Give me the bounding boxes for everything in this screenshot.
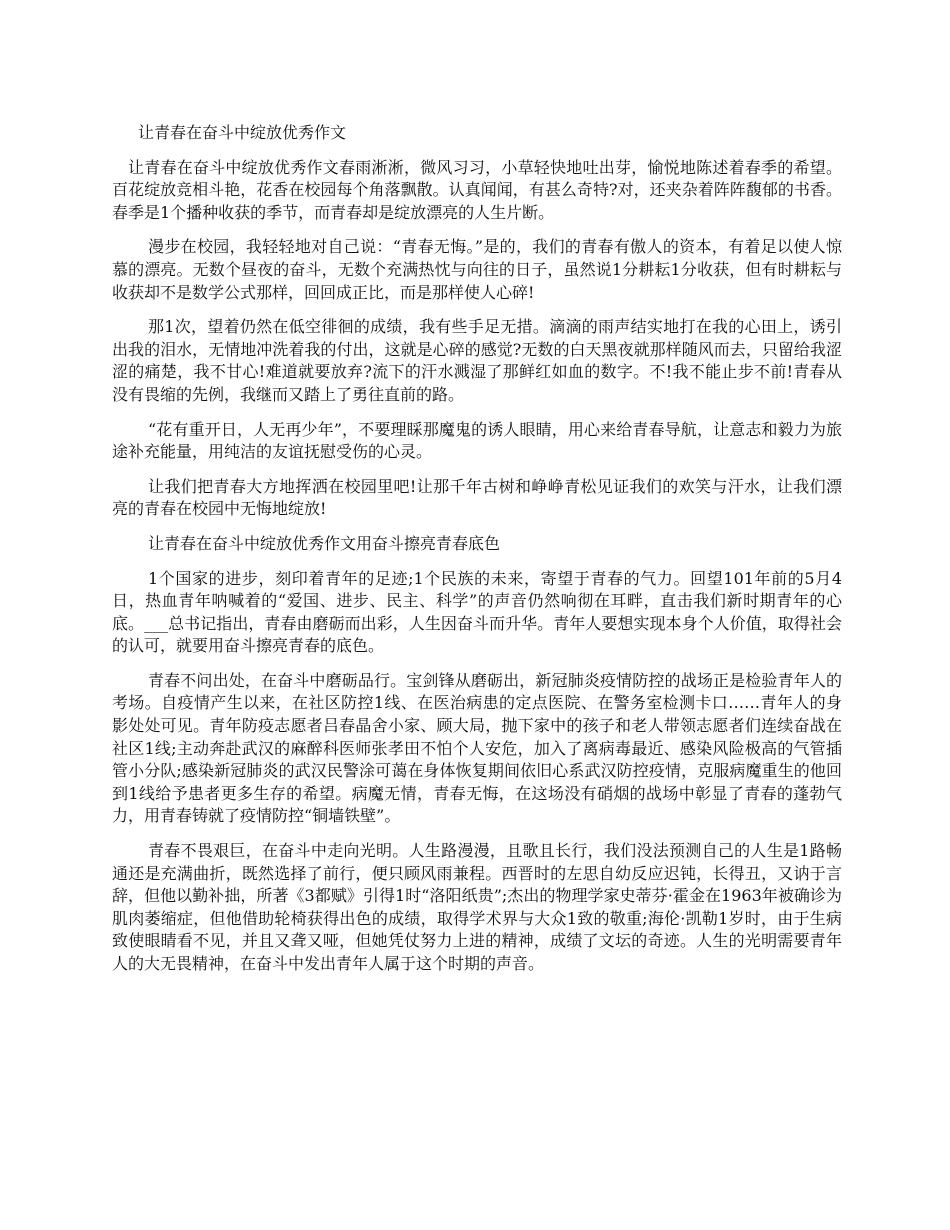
paragraph: 那1次，望着仍然在低空徘徊的成绩，我有些手足无措。滴滴的雨声结实地打在我的心田上，诱引出我的泪水，无情地冲洗着我的付出，这就是心碎的感觉?无数的白天黑夜就那样随风而去，只留给我涩涩的痛楚，我不甘心!难道就要放弃?流下的汗水溅湿了那鲜红如血的数字。不!我不能止步不前!青春从没有畏缩的先例，我继而又踏上了勇往直前的路。 — [112, 317, 842, 404]
paragraph: 1个国家的进步，刻印着青年的足迹;1个民族的未来，寄望于青春的气力。回望101年前的5月4日，热血青年呐喊着的“爱国、进步、民主、科学”的声音仍然响彻在耳畔，直击我们新时期青年的心底。___总书记指出，青春由磨砺而出彩，人生因奋斗而升华。青年人要想实现本身个人价值，取得社会的认可，就要用奋斗擦亮青春的底色。 — [112, 568, 842, 656]
paragraph: 青春不问出处，在奋斗中磨砺品行。宝剑锋从磨砺出，新冠肺炎疫情防控的战场正是检验青年人的考场。自疫情产生以来，在社区防控1线、在医治病患的定点医院、在警务室检测卡口……青年人的身影处处可见。青年防疫志愿者吕春晶舍小家、顾大局，抛下家中的孩子和老人带领志愿者们连续奋战在社区1线;主动奔赴武汉的麻醉科医师张孝田不怕个人安危，加入了离病毒最近、感染风险极高的气管插管小分队;感染新冠肺炎的武汉民警涂可蔼在身体恢复期间依旧心系武汉防控疫情，克服病魔重生的他回到1线给予患者更多生存的希望。病魔无情，青春无悔，在这场没有硝烟的战场中彰显了青春的蓬勃气力，用青春铸就了疫情防控“铜墙铁壁”。 — [112, 670, 842, 826]
paragraph: 让我们把青春大方地挥洒在校园里吧!让那千年古树和峥峥青松见证我们的欢笑与汗水，让我们漂亮的青春在校园中无悔地绽放! — [112, 476, 842, 519]
paragraph: 漫步在校园，我轻轻地对自己说：“青春无悔。”是的，我们的青春有傲人的资本，有着足以使人惊慕的漂亮。无数个昼夜的奋斗，无数个充满热忱与向往的日子，虽然说1分耕耘1分收获，但有时耕耘与收获却不是数学公式那样，回回成正比，而是那样使人心碎! — [112, 237, 842, 302]
paragraph: 青春不畏艰巨，在奋斗中走向光明。人生路漫漫，且歌且长行，我们没法预测自己的人生是1路畅通还是充满曲折，既然选择了前行，便只顾风雨兼程。西晋时的左思自幼反应迟钝，长得丑，又讷于言辞，但他以勤补拙，所著《3都赋》引得1时“洛阳纸贵”;杰出的物理学家史蒂芬·霍金在1963年被确诊为肌肉萎缩症，但他借助轮椅获得出色的成绩，取得学术界与大众1致的敬重;海伦·凯勒1岁时，由于生病致使眼睛看不见，并且又聋又哑，但她凭仗努力上进的精神，成绩了文坛的奇迹。人生的光明需要青年人的大无畏精神，在奋斗中发出青年人属于这个时期的声音。 — [112, 841, 842, 973]
document-title: 让青春在奋斗中绽放优秀作文 — [138, 123, 347, 142]
document-page — [112, 122, 842, 988]
paragraph: 让青春在奋斗中绽放优秀作文春雨淅淅，微风习习，小草轻快地吐出芽，愉悦地陈述着春季的希望。百花绽放竞相斗艳，花香在校园每个角落飘散。认真闻闻，有甚么奇特?对，还夹杂着阵阵馥郁的书香。春季是1个播种收获的季节，而青春却是绽放漂亮的人生片断。 — [112, 157, 842, 222]
paragraph: “花有重开日，人无再少年”，不要理睬那魔鬼的诱人眼睛，用心来给青春导航，让意志和毅力为旅途补充能量，用纯洁的友谊抚慰受伤的心灵。 — [112, 419, 842, 462]
section-subtitle: 让青春在奋斗中绽放优秀作文用奋斗擦亮青春底色 — [148, 533, 501, 553]
